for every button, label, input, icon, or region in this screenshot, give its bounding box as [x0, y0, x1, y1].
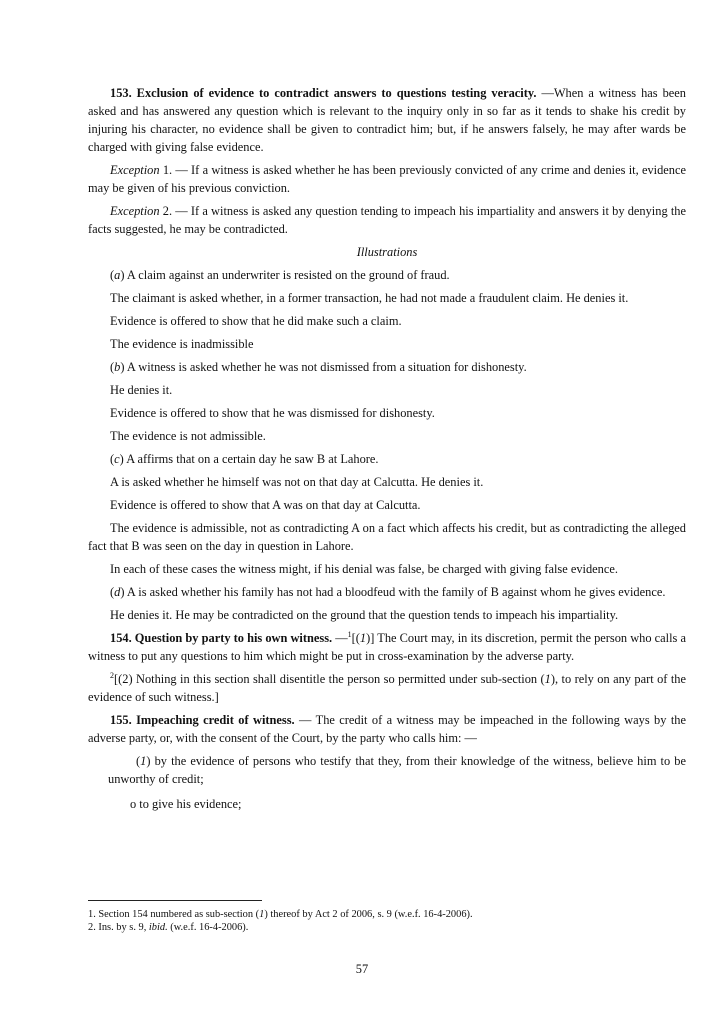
- illustration-a-2: The claimant is asked whether, in a former transaction, he had not made a fraudulent claim. He denies it.: [110, 291, 629, 305]
- footnote-ref-1[interactable]: 1: [347, 629, 352, 639]
- illustration-a-marker: a: [114, 268, 121, 282]
- section-154-paragraph: [88, 629, 686, 665]
- footnote-2-text-b: (w.e.f. 16-4-2006).: [167, 922, 249, 933]
- footnote-2: [88, 921, 248, 934]
- subsection-2-text-a: [(2) Nothing in this section shall disentitle the person so permitted under sub-section (: [114, 672, 545, 686]
- subsection-1-number: 1: [359, 631, 367, 645]
- illustration-c-5: In each of these cases the witness might, if his denial was false, be charged with giving false evidence.: [110, 562, 618, 576]
- illustration-c-text: A affirms that on a certain day he saw B at Lahore.: [123, 452, 379, 466]
- exception-1: [88, 161, 686, 197]
- illustrations-heading: Illustrations: [356, 245, 418, 259]
- exception-1-text: 1. — If a witness is asked whether he has been previously convicted of any crime and denies it, evidence may be given of his previous conviction.: [88, 163, 686, 195]
- section-153-body: —When a witness has been asked and has answered any question which is relevant to the inquiry only in so far as it tends to shake his credit by injuring his character, no evidence shall be given to contradict him; but, if he answers falsely, he may after wards be charged with giving false evidence.: [88, 86, 687, 154]
- clause-1-text: ) by the evidence of persons who testify that they, from their knowledge of the witness, believe him to be unworthy of credit;: [108, 754, 686, 786]
- section-154-dash: —: [332, 631, 348, 645]
- illustration-c-3: Evidence is offered to show that A was on that day at Calcutta.: [110, 498, 421, 512]
- footnote-1: [88, 908, 473, 921]
- exception-2-text: 2. — If a witness is asked any question tending to impeach his impartiality and answers it by denying the facts suggested, he may be contradicted.: [88, 204, 686, 236]
- illustration-d-2: He denies it. He may be contradicted on the ground that the question tends to impeach his impartiality.: [110, 608, 619, 622]
- illustration-b-1: (b) A witness is asked whether he was not dismissed from a situation for dishonesty.: [110, 360, 527, 374]
- illustration-b-marker: b: [114, 360, 121, 374]
- subsection-1-open: [(: [351, 631, 360, 645]
- illustration-c-1: (c) A affirms that on a certain day he saw B at Lahore.: [110, 452, 379, 466]
- illustration-a-3: Evidence is offered to show that he did make such a claim.: [110, 314, 402, 328]
- clause-1-open: (: [136, 754, 141, 768]
- footnote-2-text-a: 2. Ins. by s. 9,: [88, 922, 149, 933]
- section-153-heading: 153. Exclusion of evidence to contradict answers to questions testing veracity.: [110, 86, 537, 100]
- illustration-a-text: A claim against an underwriter is resisted on the ground of fraud.: [124, 268, 450, 282]
- illustration-d-1: (d) A is asked whether his family has not had a bloodfeud with the family of B against whom he gives evidence.: [110, 585, 666, 599]
- illustration-b-4: The evidence is not admissible.: [110, 429, 266, 443]
- illustration-b-2: He denies it.: [110, 383, 173, 397]
- subsection-1-close: )]: [366, 631, 375, 645]
- illustration-d-marker: d: [114, 585, 121, 599]
- clause-1-number: 1: [140, 754, 147, 768]
- section-155-clause-fragment: o to give his evidence;: [130, 797, 242, 811]
- page-number: 57: [355, 962, 369, 976]
- illustration-c-marker: c: [114, 452, 120, 466]
- subsection-2-text-b: ), to rely on any part of the evidence of such witness.]: [88, 672, 687, 704]
- section-154-heading: 154. Question by party to his own witness.: [110, 631, 333, 645]
- footnote-ref-2[interactable]: 2: [110, 670, 114, 680]
- illustration-c-2: A is asked whether he himself was not on that day at Calcutta. He denies it.: [110, 475, 484, 489]
- section-153-paragraph: [88, 84, 686, 156]
- section-155-clause-1: [108, 752, 686, 788]
- exception-2: [88, 202, 686, 238]
- illustration-a-1: (a) A claim against an underwriter is resisted on the ground of fraud.: [110, 268, 450, 282]
- illustration-a-4: The evidence is inadmissible: [110, 337, 254, 351]
- illustration-b-3: Evidence is offered to show that he was dismissed for dishonesty.: [110, 406, 435, 420]
- section-154-subsection-2: [88, 670, 686, 706]
- footnote-1-number: 1: [259, 909, 265, 920]
- footnote-1-text-b: ) thereof by Act 2 of 2006, s. 9 (w.e.f. 16-4-2006).: [264, 909, 473, 920]
- section-155-paragraph: [88, 711, 686, 747]
- subsection-2-ref-number: 1: [544, 672, 551, 686]
- footnote-2-ibid: ibid.: [148, 922, 168, 933]
- exception-1-label: Exception: [110, 163, 160, 177]
- section-155-body: — The credit of a witness may be impeached in the following ways by the adverse party, or, with the consent of the Court, by the party who calls him: —: [88, 713, 686, 745]
- footnote-1-text-a: 1. Section 154 numbered as sub-section (: [88, 909, 260, 920]
- illustration-b-text: A witness is asked whether he was not dismissed from a situation for dishonesty.: [124, 360, 527, 374]
- footnote-divider: [88, 900, 262, 901]
- exception-2-label: Exception: [110, 204, 160, 218]
- illustration-d-text: A is asked whether his family has not had a bloodfeud with the family of B against whom he gives evidence.: [124, 585, 666, 599]
- section-155-heading: 155. Impeaching credit of witness.: [110, 713, 295, 727]
- section-154-body: The Court may, in its discretion, permit the person who calls a witness to put any questions to him which might be put in cross-examination by the adverse party.: [88, 631, 686, 663]
- illustration-c-4: The evidence is admissible, not as contradicting A on a fact which affects his credit, but as contradicting the alleged fact that B was seen on the day in question in Lahore.: [88, 521, 686, 553]
